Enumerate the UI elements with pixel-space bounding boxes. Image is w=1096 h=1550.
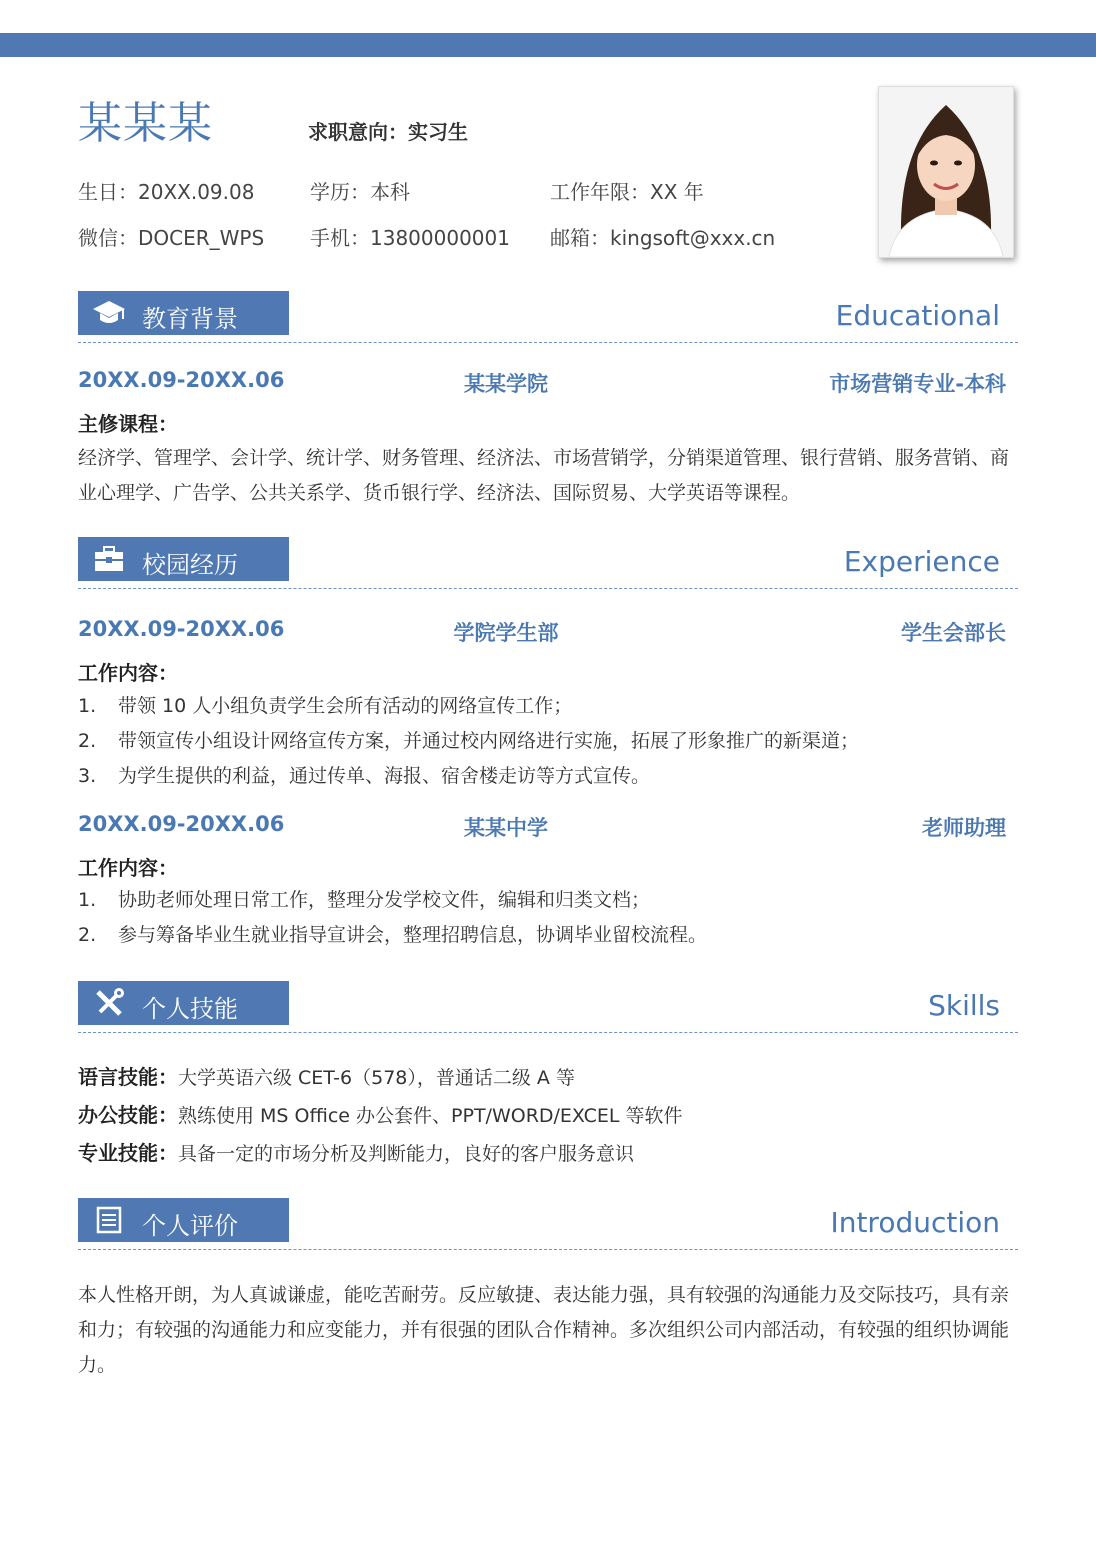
section-title-en: Introduction (830, 1206, 1000, 1239)
skill-language: 语言技能：大学英语六级 CET-6（578），普通话二级 A 等 (78, 1065, 575, 1089)
graduation-cap-icon (92, 298, 126, 328)
email: 邮箱：kingsoft@xxx.cn (550, 226, 776, 250)
education-entry-header (78, 368, 1006, 398)
skill-office: 办公技能：熟练使用 MS Office 办公套件、PPT/WORD/EXCEL 等软件 (78, 1103, 683, 1127)
profile-photo (878, 86, 1014, 258)
section-title: 个人评价 (142, 1212, 238, 1240)
self-evaluation-text: 本人性格开朗，为人真诚谦虚，能吃苦耐劳。反应敏捷、表达能力强，具有较强的沟通能力及交际技巧，具有亲和力；有较强的沟通能力和应变能力，并有很强的团队合作精神。多次组织公司内部活动，有较强的组织协调能力。 (78, 1284, 1010, 1376)
section-tab-campus (78, 537, 289, 581)
document-list-icon (92, 1205, 126, 1235)
education-period: 20XX.09-20XX.06 (78, 368, 285, 392)
section-title-en: Experience (843, 545, 1000, 578)
campus-period: 20XX.09-20XX.06 (78, 617, 285, 641)
briefcase-icon (92, 544, 126, 574)
tools-icon (92, 988, 126, 1018)
top-accent-bar (0, 33, 1096, 57)
campus-org: 某某中学 (464, 816, 548, 840)
phone: 手机：13800000001 (310, 226, 510, 250)
campus-period: 20XX.09-20XX.06 (78, 812, 285, 836)
section-tab-skills (78, 981, 289, 1025)
work-years: 工作年限：XX 年 (550, 180, 704, 204)
work-content-label: 工作内容： (78, 661, 178, 685)
work-content-label: 工作内容： (78, 856, 178, 880)
section-title: 教育背景 (142, 305, 238, 333)
section-divider (78, 342, 1018, 343)
candidate-name: 某某某 (78, 98, 213, 149)
section-title: 个人技能 (142, 995, 238, 1023)
birthday: 生日：20XX.09.08 (78, 180, 255, 204)
education-school: 某某学院 (464, 372, 548, 396)
section-header-skills (78, 981, 1018, 1037)
campus-entry-1-header (78, 617, 1006, 647)
section-title-en: Skills (928, 989, 1000, 1022)
campus-role: 学生会部长 (901, 621, 1006, 645)
campus-entry-2-header (78, 812, 1006, 842)
section-title-en: Educational (835, 299, 1000, 332)
section-divider (78, 1249, 1018, 1250)
section-divider (78, 588, 1018, 589)
section-divider (78, 1032, 1018, 1033)
section-header-intro (78, 1198, 1018, 1254)
courses-text: 经济学、管理学、会计学、统计学、财务管理、经济法、市场营销学，分销渠道管理、银行营销、服务营销、商业心理学、广告学、公共关系学、货币银行学、经济法、国际贸易、大学英语等课程。 (78, 447, 1010, 504)
section-header-education (78, 291, 1018, 347)
campus-org: 学院学生部 (453, 621, 559, 645)
section-title: 校园经历 (142, 551, 238, 579)
section-header-campus (78, 537, 1018, 593)
section-tab-education (78, 291, 289, 335)
skill-professional: 专业技能：具备一定的市场分析及判断能力，良好的客户服务意识 (78, 1141, 635, 1165)
wechat: 微信：DOCER_WPS (78, 226, 265, 250)
section-tab-intro (78, 1198, 289, 1242)
job-intent: 求职意向：实习生 (308, 120, 468, 144)
education-level: 学历：本科 (310, 180, 410, 204)
courses-label: 主修课程： (78, 412, 178, 436)
education-major: 市场营销专业-本科 (829, 372, 1006, 396)
campus-role: 老师助理 (922, 816, 1006, 840)
